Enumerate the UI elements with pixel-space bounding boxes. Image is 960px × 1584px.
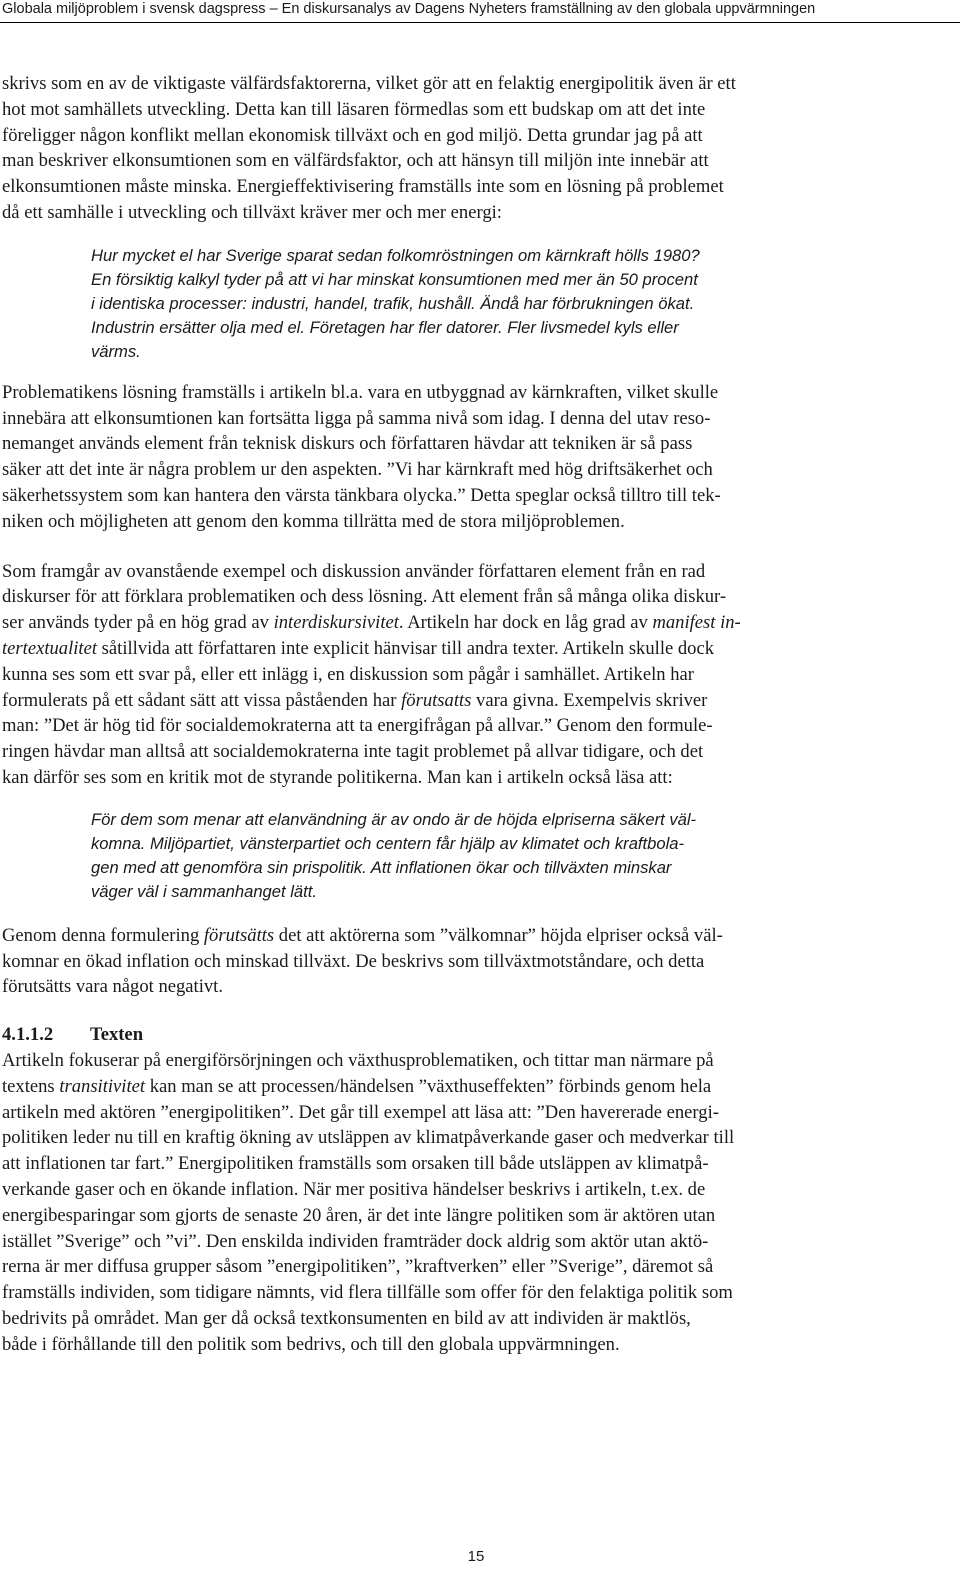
quote-line: i identiska processer: industri, handel, trafik, hushåll. Ändå har förbrukningen ökat. <box>91 293 695 313</box>
text-line: energibesparingar som gjorts de senaste 20 åren, är det inte längre politiken som är aktören utan <box>2 1204 716 1226</box>
text-line: kan därför ses som en kritik mot de styrande politikerna. Man kan i artikeln också läsa att: <box>2 766 673 788</box>
quote-line: väger väl i sammanhanget lätt. <box>91 881 317 901</box>
term-interdiskursivitet: interdiskursivitet <box>273 612 399 634</box>
term-transitivitet: transitivitet <box>59 1075 146 1097</box>
text-line: elkonsumtionen måste minska. Energieffektivisering framställs inte som en lösning på problemet <box>2 176 724 198</box>
section-title: Texten <box>90 1024 144 1046</box>
text-line: verkande gaser och en ökande inflation. När mer positiva händelser beskrivs i artikeln, t.ex. de <box>2 1178 706 1200</box>
text-line: då ett samhälle i utveckling och tillväxt kräver mer och mer energi: <box>2 201 502 223</box>
running-header: Globala miljöproblem i svensk dagspress – En diskursanalys av Dagens Nyheters framställning av den globala uppvärmningen <box>2 1 816 17</box>
term-forutsatts: förutsätts <box>203 924 275 946</box>
section-heading <box>0 1022 952 1048</box>
quote-line: komna. Miljöpartiet, vänsterpartiet och centern får hjälp av klimatet och kraftbola- <box>91 833 685 853</box>
paragraph-5 <box>0 1048 952 1358</box>
text-line: rerna är mer diffusa grupper såsom ”energipolitiken”, ”kraftverken” eller ”Sverige”, däremot så <box>2 1256 714 1278</box>
term-forutsatts: förutsatts <box>401 689 472 711</box>
text-line: istället ”Sverige” och ”vi”. Den enskilda individen framträder dock aldrig som aktör utan aktö- <box>2 1230 709 1252</box>
header-rule <box>0 22 960 23</box>
text-line: ringen hävdar man alltså att socialdemokraterna inte tagit problemet på allvar tidigare, och det <box>2 741 704 763</box>
text-line: formulerats på ett sådant sätt att vissa påståenden har förutsatts vara givna. Exempelvis skriver <box>2 689 708 711</box>
text-line: säkerhetssystem som kan hantera den värsta tänkbara olycka.” Detta speglar också tilltro till tek- <box>2 484 721 506</box>
paragraph-2 <box>0 380 952 535</box>
text-line: föreligger någon konflikt mellan ekonomisk tillväxt och en god miljö. Detta grundar jag på att <box>2 124 703 146</box>
paragraph-1 <box>0 71 952 226</box>
text-line: man: ”Det är hög tid för socialdemokraterna att ta energifrågan på allvar.” Genom den formule- <box>2 715 713 737</box>
text-line: både i förhållande till den politik som bedrivs, och till den globala uppvärmningen. <box>2 1333 620 1355</box>
text-line: diskurser för att förklara problematiken och dess lösning. Att element från så många olika diskur- <box>2 586 727 608</box>
quote-line: värms. <box>91 341 141 361</box>
quote-line: För dem som menar att elanvändning är av ondo är de höjda elpriserna säkert väl- <box>91 809 697 829</box>
text-line: komnar en ökad inflation och minskad tillväxt. De beskrivs som tillväxtmotståndare, och detta <box>2 950 705 972</box>
quote-line: En försiktig kalkyl tyder på att vi har minskat konsumtionen med mer än 50 procent <box>91 269 698 289</box>
text-line: niken och möjligheten att genom den komma tillrätta med de stora miljöproblemen. <box>2 510 625 532</box>
text-line: politiken leder nu till en kraftig ökning av utsläppen av klimatpåverkande gaser och medverkar till <box>2 1127 735 1149</box>
quote-line: Industrin ersätter olja med el. Företagen har fler datorer. Fler livsmedel kyls eller <box>91 317 679 337</box>
text-line: hot mot samhällets utveckling. Detta kan till läsaren förmedlas som ett budskap om att det inte <box>2 98 706 120</box>
page-number: 15 <box>467 1548 485 1565</box>
block-quote-2 <box>91 808 851 904</box>
text-line: tertextualitet såtillvida att författaren inte explicit hänvisar till andra texter. Artikeln skulle dock <box>2 637 715 659</box>
text-line: framställs individen, som tidigare nämnts, vid flera tillfälle som offer för den felaktiga politik som <box>2 1282 733 1304</box>
text-line: säker att det inte är några problem ur den aspekten. ”Vi har kärnkraft med hög driftsäkerhet och <box>2 459 713 481</box>
text-line: artikeln med aktören ”energipolitiken”. Det går till exempel att läsa att: ”Den havererade energi- <box>2 1101 719 1123</box>
text-line: skrivs som en av de viktigaste välfärdsfaktorerna, vilket gör att en felaktig energipolitik även är ett <box>2 73 736 94</box>
text-line: Artikeln fokuserar på energiförsörjningen och växthusproblematiken, och tittar man närmare på <box>2 1049 714 1071</box>
text-line: ser används tyder på en hög grad av interdiskursivitet. Artikeln har dock en låg grad av manifest in- <box>2 612 741 634</box>
text-line: Som framgår av ovanstående exempel och diskussion använder författaren element från en rad <box>2 560 706 582</box>
paragraph-4 <box>0 923 952 1000</box>
text-line: man beskriver elkonsumtionen som en välfärdsfaktor, och att hänsyn till miljön inte innebär att <box>2 150 709 172</box>
quote-line: Hur mycket el har Sverige sparat sedan folkomröstningen om kärnkraft hölls 1980? <box>91 245 700 265</box>
text-line: förutsätts vara något negativt. <box>2 976 223 998</box>
paragraph-3 <box>0 559 952 791</box>
text-line: innebära att elkonsumtionen kan fortsätta ligga på samma nivå som idag. I denna del utav reso- <box>2 407 711 429</box>
block-quote-1 <box>91 244 851 364</box>
text-line: nemanget används element från teknisk diskurs och författaren hävdar att tekniken är så pass <box>2 433 693 455</box>
term-intertextualitet: tertextualitet <box>2 637 98 659</box>
text-line: Problematikens lösning framställs i artikeln bl.a. vara en utbyggnad av kärnkraften, vilket skulle <box>2 381 719 403</box>
quote-line: gen med att genomföra sin prispolitik. Att inflationen ökar och tillväxten minskar <box>91 857 672 877</box>
term-manifest-intertextualitet: manifest in- <box>652 612 741 634</box>
text-line: textens transitivitet kan man se att processen/händelsen ”växthuseffekten” förbinds genom hela <box>2 1075 712 1097</box>
text-line: bedrivits på området. Man ger då också textkonsumenten en bild av att individen är maktlös, <box>2 1307 691 1329</box>
section-number: 4.1.1.2 <box>2 1024 54 1046</box>
text-line: kunna ses som ett svar på, eller ett inlägg i, en diskussion som pågår i samhället. Artikeln har <box>2 663 694 685</box>
text-line: att inflationen tar fart.” Energipolitiken framställs som orsaken till både utsläppen av klimatpå- <box>2 1153 709 1175</box>
page-content <box>0 71 952 1357</box>
text-line: Genom denna formulering förutsätts det att aktörerna som ”välkomnar” höjda elpriser också väl- <box>2 924 723 946</box>
